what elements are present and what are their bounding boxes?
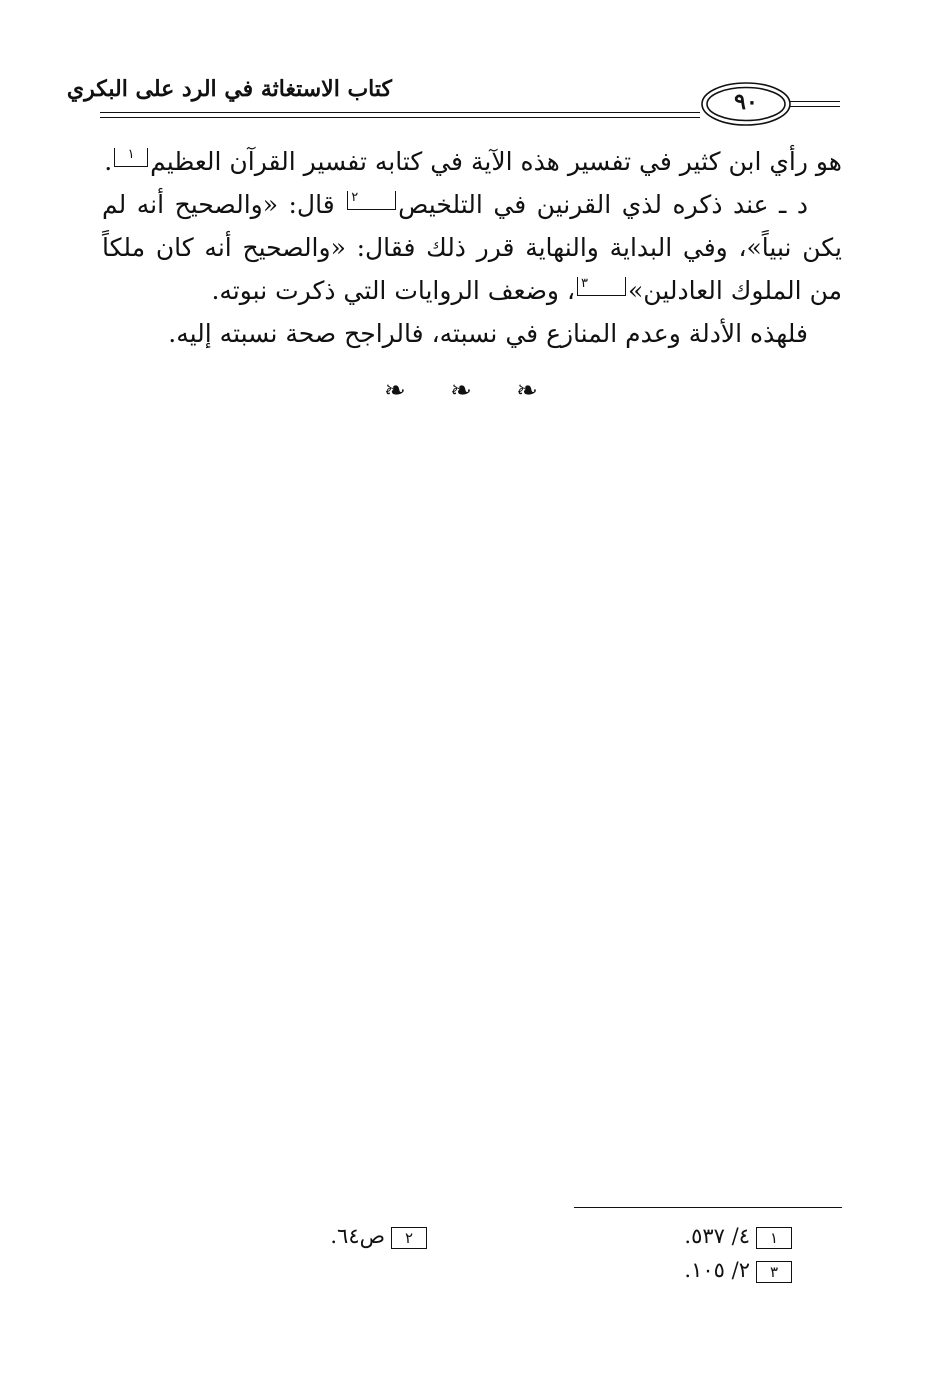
- header-rule-right-top: [790, 101, 840, 102]
- main-text: [102, 140, 842, 355]
- footnote-3: [684, 1256, 792, 1284]
- footnote-2-number: ٢: [391, 1227, 427, 1249]
- footnote-separator: [574, 1207, 842, 1208]
- header-rule-bottom: [100, 117, 700, 118]
- header-rule-top: [100, 112, 700, 113]
- paragraph-3: [102, 312, 842, 355]
- footnote-2-text: ص٦٤.: [330, 1224, 385, 1248]
- paragraph-2-text-b: قال: «والصحيح أنه لم يكن نبياً»، وفي البداية والنهاية قرر ذلك فقال: «والصحيح أنه كان ملكاً من الملوك العادلين»: [102, 190, 842, 305]
- footnote-3-text: ٢/ ١٠٥.: [684, 1258, 750, 1282]
- paragraph-2-text-c: ، وضعف الروايات التي ذكرت نبوته.: [211, 276, 576, 305]
- footnote-1-text: ٤/ ٥٣٧.: [684, 1224, 750, 1248]
- paragraph-1-text: هو رأي ابن كثير في تفسير هذه الآية في كتابه تفسير القرآن العظيم: [150, 147, 842, 176]
- paragraph-2-text-a: د ـ عند ذكره لذي القرنين في التلخيص: [398, 190, 809, 219]
- paragraph-1: [102, 140, 842, 183]
- paragraph-2: [102, 183, 842, 312]
- footnote-2: [330, 1222, 427, 1250]
- footnote-3-number: ٣: [756, 1261, 792, 1283]
- footnote-ref-3[interactable]: ٣: [577, 277, 626, 296]
- footnote-ref-2[interactable]: ٢: [347, 191, 396, 210]
- running-header-title: كتاب الاستغاثة في الرد على البكري: [66, 76, 392, 102]
- page-number-badge: [700, 80, 792, 128]
- footnote-1: [684, 1222, 792, 1250]
- footnote-ref-1[interactable]: ١: [114, 148, 148, 167]
- paragraph-3-text: فلهذه الأدلة وعدم المنازع في نسبته، فالراجح صحة نسبته إليه.: [168, 319, 808, 348]
- page-number: ٩٠: [734, 89, 758, 115]
- footnote-1-number: ١: [756, 1227, 792, 1249]
- paragraph-1-end: .: [104, 147, 113, 176]
- header-rule-right-bottom: [790, 106, 840, 107]
- section-end-ornament: ❧ ❧ ❧: [384, 376, 556, 406]
